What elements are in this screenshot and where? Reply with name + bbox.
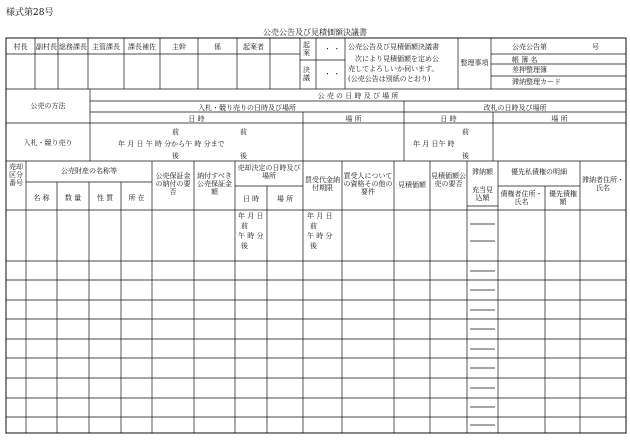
sale-decision-zen: 前 bbox=[241, 222, 248, 230]
method-value: 入札・競り売り bbox=[23, 139, 73, 147]
open-datetime-label: 日 時 bbox=[440, 115, 457, 123]
col-quantity: 数 量 bbox=[64, 194, 82, 202]
kian-date-marks: ・ ・ bbox=[324, 45, 341, 53]
payment-deadline-time: 午 時 分 bbox=[307, 232, 333, 240]
col-estimate: 見積価額 bbox=[398, 181, 426, 189]
resolution-text-1: 次により見積価額を定め公 bbox=[355, 55, 439, 63]
col-priority-amount: 優先債権額 bbox=[549, 190, 577, 206]
payment-deadline-go: 後 bbox=[310, 242, 317, 250]
resolution-text-2: 売してよろしいか伺います。 bbox=[348, 65, 439, 73]
col-payment-deadline: 買受代金納付期限 bbox=[305, 176, 340, 192]
payment-deadline-zen: 前 bbox=[310, 222, 317, 230]
col-location: 所 在 bbox=[128, 194, 145, 202]
sale-decision-date: 年 月 日 bbox=[238, 212, 264, 220]
role-assistant-chief: 課長補佐 bbox=[128, 43, 156, 51]
datetime-place-header: 公 売 の 日 時 及 び 場 所 bbox=[317, 92, 399, 100]
open-zen: 前 bbox=[462, 128, 469, 136]
bid-go-1: 後 bbox=[172, 152, 179, 160]
col-priority-claims: 優先私債権の明細 bbox=[511, 168, 567, 176]
col-estimate-notice: 見積価額公売の要否 bbox=[431, 172, 466, 188]
role-department-chief: 主管課長 bbox=[92, 43, 120, 51]
seizure-register: 差押整理簿 bbox=[512, 66, 547, 74]
col-delinquent-person: 滞納者住所・氏名 bbox=[582, 176, 624, 192]
open-datetime-text: 年 月 日午 時 bbox=[413, 140, 455, 148]
role-general-affairs-chief: 総務課長 bbox=[59, 43, 87, 51]
register-label: 帳 簿 名 bbox=[512, 56, 538, 64]
form-title: 公売公告及び見積価額決議書 bbox=[263, 28, 367, 37]
resolution-text-3: (公売公告は別紙のとおり) bbox=[348, 75, 431, 83]
col-name: 名 称 bbox=[33, 194, 50, 202]
role-staff: 係 bbox=[214, 43, 221, 51]
bid-zen-2: 前 bbox=[240, 128, 247, 136]
col-sale-decision: 売却決定の日時及び場所 bbox=[237, 164, 301, 180]
col-buyer-requirements: 買受人についての資格その他の要件 bbox=[343, 172, 393, 196]
col-delinquent-amount: 滞納額 bbox=[472, 168, 493, 176]
bid-datetime-text: 年 月 日 午 時 分から午 時 分まで bbox=[118, 140, 225, 148]
form-number: 様式第28号 bbox=[6, 8, 54, 18]
processing-label: 整理事項 bbox=[460, 59, 489, 67]
bid-header: 入札・競り売りの日時及び場所 bbox=[198, 104, 296, 112]
role-drafter: 起案者 bbox=[243, 43, 264, 51]
col-quality: 性 質 bbox=[96, 194, 114, 202]
col-sale-number: 売却区分番号 bbox=[9, 163, 23, 187]
payment-deadline-date: 年 月 日 bbox=[307, 212, 333, 220]
notice-number-prefix: 公売公告第 bbox=[512, 43, 547, 51]
role-village-head: 村長 bbox=[13, 43, 28, 51]
col-property-header: 公売財産の名称等 bbox=[61, 167, 117, 175]
role-manager: 主幹 bbox=[172, 43, 186, 51]
role-deputy-head: 副村長 bbox=[36, 43, 57, 51]
sale-decision-time: 午 時 分 bbox=[238, 232, 264, 240]
col-deposit-amount: 納付すべき公売保証金額 bbox=[197, 172, 232, 196]
bid-go-2: 後 bbox=[240, 152, 247, 160]
delinquency-card: 滞納整理カード bbox=[512, 78, 561, 86]
bid-zen-1: 前 bbox=[172, 128, 179, 136]
kessai-label: 決議 bbox=[303, 66, 310, 82]
open-go: 後 bbox=[462, 152, 469, 160]
col-sale-decision-datetime: 日 時 bbox=[242, 195, 260, 203]
bid-place-label: 場 所 bbox=[345, 115, 362, 123]
bid-datetime-label: 日 時 bbox=[188, 115, 205, 123]
col-deposit-need: 公売保証金の納付の要否 bbox=[155, 172, 191, 196]
col-creditor: 債権者住所・氏名 bbox=[500, 190, 543, 206]
resolution-title: 公売公告及び見積価額決議書 bbox=[348, 43, 439, 51]
kian-label: 起案 bbox=[303, 41, 310, 57]
col-sale-decision-place: 場 所 bbox=[276, 195, 294, 203]
sale-decision-go: 後 bbox=[241, 242, 248, 250]
open-header: 改札の日時及び場所 bbox=[483, 104, 547, 112]
method-label: 公売の方法 bbox=[30, 102, 66, 110]
kessai-date-marks: ・ ・ bbox=[324, 70, 341, 78]
open-place-label: 場 所 bbox=[551, 115, 568, 123]
notice-number-suffix: 号 bbox=[592, 43, 599, 51]
col-allocation-estimate: 充当見込額 bbox=[472, 186, 493, 202]
